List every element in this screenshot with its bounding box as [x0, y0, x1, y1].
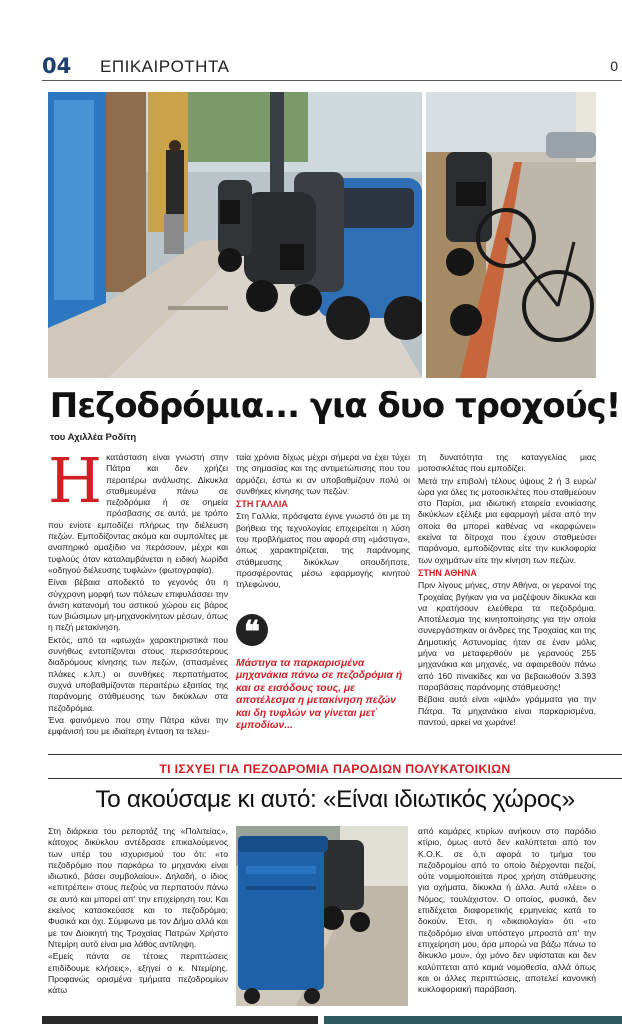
article-paragraph: Εκτός, από τα «φτωχά» χαρακτηριστικά που συνήθως εντοπίζονται στους περισσότερους διαδρόμους κίνησης των πεζών, (σπασμένες πλάκες κ.λπ.) οι συνθήκες περπατήματος συχνά υποβαθμίζονται περαιτέρω εξαιτίας της παράνομης στάθμευσης των δικύκλων στα πεζοδρόμια. [48, 634, 228, 713]
article-paragraph: Στη Γαλλία, πρόσφατα έγινε γνωστό ότι με τη βοήθεια της τεχνολογίας επιχειρείται η λύση του προβλήματος που αφορά στη «μάστιγα», όπως χαρακτηρίζεται, της παράνομης στάθμευσης δικύκλων οπουδήποτε, προσφέροντας μέσω εφαρμογής κινητού τηλεφώνου, [236, 511, 410, 590]
article-paragraph: «Εμείς πάντα σε τέτοιες περιπτώσεις επιδίδουμε κλήσεις», εξηγεί ο κ. Ντεμίρης. Προφανώς ορισμένα τμήματα πεζοδρομίων κάτω [48, 951, 228, 996]
section-rule-bottom [48, 778, 622, 779]
photo-bins-sidewalk [236, 826, 408, 1006]
photo-parked-scooters [48, 92, 422, 378]
article-paragraph: Στη διάρκεια του ρεπορτάζ της «Πολιτείας», κάτοχος δικύκλου αντέδρασε επικαλούμενος των υπέρ του ισχυρισμού του ότι: «το πεζοδρόμιο που παρκάρω το μηχανάκι είναι ιδιωτικό, βάσει συμβολαίου». Δηλαδή, ο ίδιος «επιτρέπει» στους πεζούς να περπατούν πάνω σε αυτό και μπορεί απ' την επιχείρηση του; Και εκείνος κατασκεύασε και το πεζοδρόμιο; Φυσικά και όχι. Σύμφωνα με τον Δήμο αλλά και με τον Διοικητή της Τροχαίας Πατρών Χρήστο Ντεμίρη αυτό είναι μια λάθος αντίληψη. [48, 826, 228, 949]
footer-bar-right [324, 1016, 622, 1024]
article-column-2 [236, 452, 410, 592]
article-paragraph: τη δυνατότητα της καταγγελίας μιας μοτοσικλέτας που εμποδίζει. [418, 452, 596, 474]
second-article-headline: Το ακούσαμε κι αυτό: «Είναι ιδιωτικός χώρος» [95, 786, 575, 813]
footer-bar-left [42, 1016, 318, 1024]
second-article-column-1 [48, 826, 228, 997]
page-number: 04 [42, 54, 72, 78]
article-paragraph: Είναι βέβαια αποδεκτό το γεγονός ότι η σύγχρονη μορφή των πόλεων επιφυλάσσει την άνιση κατανομή του αστικού χώρου εις βάρος των βιώσιμων μη-μηχανοκίνητων μέσων, όπως η πεζή μετακίνηση. [48, 577, 228, 633]
article-paragraph: ταία χρόνια δίχως μέχρι σήμερα να έχει τύχει της σημασίας και της αντιμετώπισης που του αρμόζει, έστω κι αν υποβαθμίζουν πολύ οι συνθήκες κίνησης των πεζών. [236, 452, 410, 496]
section-rule-top [48, 754, 622, 755]
header-corner: 0 [610, 58, 618, 74]
drop-cap: Η [48, 444, 103, 517]
article-column-3 [418, 452, 596, 729]
photo-tactile-path [426, 92, 596, 378]
article-byline: του Αχιλλέα Ροδίτη [50, 432, 137, 443]
article-paragraph: Βέβαια αυτά είναι «ψιλά» γράμματα για την Πάτρα. Τα μηχανάκια είναι παρκαρισμένα, παντού, αρκεί να χωράνε! [418, 694, 596, 727]
subhead-athens: ΣΤΗΝ ΑΘΗΝΑ [418, 567, 477, 578]
article-headline: Πεζοδρόμια... για δυο τροχούς! [49, 386, 621, 426]
quote-icon: ❝ [236, 614, 268, 646]
article-paragraph: Ένα φαινόμενο που στην Πάτρα κάνει την εμφάνισή του με ιδιαίτερη ένταση τα τελευ- [48, 714, 228, 737]
article-column-1 [48, 444, 228, 738]
section-title: ΕΠΙΚΑΙΡΟΤΗΤΑ [100, 57, 230, 76]
article-paragraph: Μετά την επιβολή τέλους ύψους 2 ή 3 ευρώ/ώρα για όλες τις μοτοσικλέτες που σταθμεύουν στο Παρίσι, μια ιδιωτική εταιρεία ενοικίασης δικύκλων εξέλιξε μια εφαρμογή μέσα από την οποία θα μπορεί καθένας να «καρφώνει» εκείνα τα δίτροχα που έχουν σταθμεύσει παράνομα, εμποδίζοντας είτε την κυκλοφορία των οχημάτων είτε την κίνηση των πεζών. [418, 475, 596, 565]
article-paragraph: κατάσταση είναι γνωστή στην Πάτρα και δεν χρήζει περαιτέρω ανάλυσης. Δίκυκλα σταθμευμένα πάνω σε πεζοδρόμια ή σε σημεία πρόσβασης σε αυτά, με τρόπο που ενίοτε εμποδίζει πλήρως την διέλευση πεζών. Εμποδίζοντας ακόμα και συμπολίτες με αναπηρικό αμαξίδιο να περάσουν, μέχρι και τυφλούς όταν καταλαμβάνεται η ειδική λωρίδα «οδηγού διέλευσης τυφλών» (φωτογραφία). [48, 452, 228, 575]
second-article-kicker: ΤΙ ΙΣΧΥΕΙ ΓΙΑ ΠΕΖΟΔΡΟΜΙΑ ΠΑΡΟΔΙΩΝ ΠΟΛΥΚΑΤΟΙΚΙΩΝ [159, 762, 511, 776]
subhead-france: ΣΤΗ ΓΑΛΛΙΑ [236, 499, 288, 510]
second-article-column-3 [418, 826, 596, 996]
article-paragraph: Πριν λίγους μήνες, στην Αθήνα, οι γερανοί της Τροχαίας βγήκαν για να μαζέψουν δίκυκλα και να κρατήσουν ελεύθερα τα πεζοδρόμια. Αποτέλεσμα της κινητοποίησης για την οποία συνεργάστηκαν οι άνδρες της Τροχαίας και της Δημοτικής Αστυνομίας ήταν σε έναν μόλις μήνα να μεταφερθούν με γερανούς 255 μηχανάκια και μηχανές, να αφαιρεθούν πάνω από 160 πινακίδες και να βεβαιωθούν 3.393 παραβάσεις παράνομης στάθμευσης! [418, 580, 596, 692]
header-rule [42, 80, 622, 81]
pull-quote: Μάστιγα τα παρκαρισμένα μηχανάκια πάνω σε πεζοδρόμια ή και σε εισόδους τους, με αποτέλεσμα η μετακίνηση πεζών και δη τυφλών να γίνεται μετ΄ εμποδίων... [236, 658, 403, 732]
article-paragraph: από καμάρες κτιρίων ανήκουν στο παρόδιο κτίριο, όμως αυτό δεν καλύπτεται από τον Κ.Ο.Κ. σε ό,τι αφορά το τμήμα του πεζοδρομίου από το οποίο διέρχονται πεζοί, ούτε νομιμοποιείται προς χρήση στάθμευσης για οχήματα, δίκυκλα ή άλλα. Αυτά «λέει» ο Νόμος, τουλάχιστον. Ο οποίος, φυσικά, δεν επιδέχεται διαφορετικής ερμηνείας κατά το δοκούν. Έτσι, η «δικαιολογία» ότι «το πεζοδρόμιο είναι υπόστεγο μπροστά απ' την επιχείρηση μου, άρα μπορώ να βάζω πάνω το δίκυκλο μου», όχι μόνο δεν υφίσταται και δεν καλύπτεται από καμιά νομοθεσία, αλλά όπως και οι άλλες περιπτώσεις, αποτελεί κανονική κυκλοφοριακή παράβαση. [418, 826, 596, 995]
